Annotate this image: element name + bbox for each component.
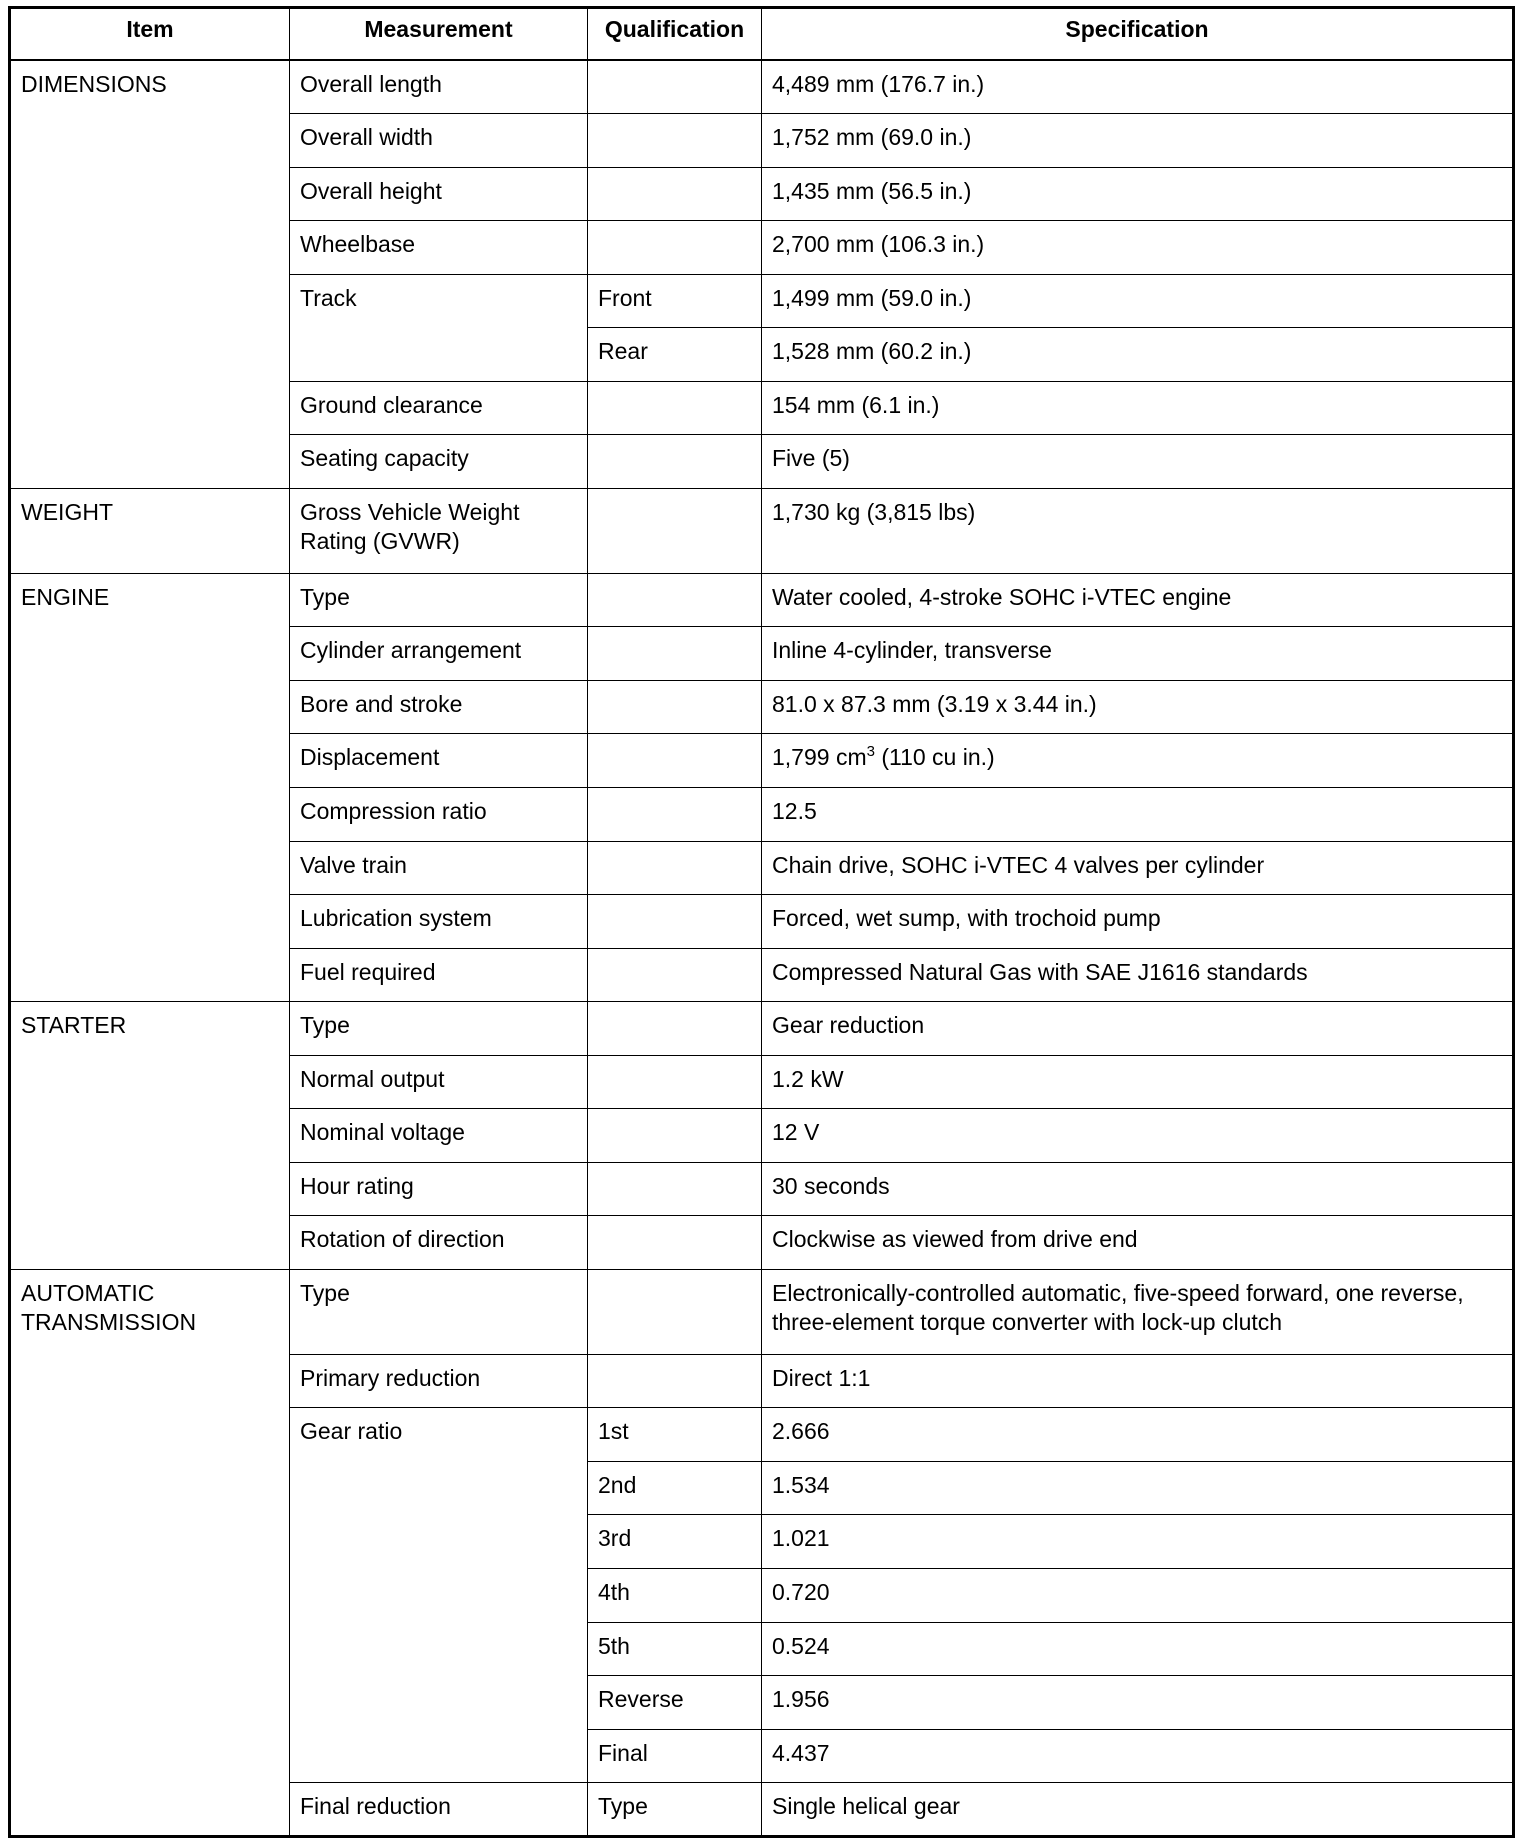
measurement-cell: Wheelbase: [290, 221, 588, 275]
specification-cell: 4,489 mm (176.7 in.): [762, 60, 1514, 114]
measurement-cell: Cylinder arrangement: [290, 627, 588, 681]
measurement-cell: Fuel required: [290, 948, 588, 1002]
qualification-cell: [588, 841, 762, 895]
header-specification: Specification: [762, 8, 1514, 61]
measurement-cell: Normal output: [290, 1055, 588, 1109]
specification-cell: 4.437: [762, 1729, 1514, 1783]
qualification-cell: [588, 627, 762, 681]
specification-cell: 12.5: [762, 787, 1514, 841]
measurement-cell: Rotation of direction: [290, 1216, 588, 1270]
specification-cell: 2,700 mm (106.3 in.): [762, 221, 1514, 275]
specification-cell: 154 mm (6.1 in.): [762, 381, 1514, 435]
specification-cell: [762, 734, 1514, 788]
measurement-cell: Track: [290, 274, 588, 381]
qualification-cell: Rear: [588, 328, 762, 382]
specification-cell: 1,528 mm (60.2 in.): [762, 328, 1514, 382]
measurement-cell: Final reduction: [290, 1783, 588, 1837]
section-engine: ENGINE: [10, 573, 290, 1001]
measurement-cell: Bore and stroke: [290, 680, 588, 734]
measurement-cell: Primary reduction: [290, 1354, 588, 1408]
qualification-cell: [588, 734, 762, 788]
qualification-cell: Type: [588, 1783, 762, 1837]
table-row: [10, 1269, 1514, 1354]
measurement-cell: Type: [290, 1002, 588, 1056]
table-row: [10, 60, 1514, 114]
specification-cell: 1.534: [762, 1461, 1514, 1515]
qualification-cell: 2nd: [588, 1461, 762, 1515]
specification-cell: Gear reduction: [762, 1002, 1514, 1056]
qualification-cell: 4th: [588, 1568, 762, 1622]
qualification-cell: [588, 1216, 762, 1270]
specification-cell: 1.021: [762, 1515, 1514, 1569]
specification-cell: Clockwise as viewed from drive end: [762, 1216, 1514, 1270]
specification-cell: 1.2 kW: [762, 1055, 1514, 1109]
specification-cell: 1,730 kg (3,815 lbs): [762, 488, 1514, 573]
table-row: [10, 573, 1514, 627]
qualification-cell: [588, 948, 762, 1002]
specification-cell: 0.524: [762, 1622, 1514, 1676]
table-row: [10, 1002, 1514, 1056]
qualification-cell: [588, 1269, 762, 1354]
qualification-cell: 1st: [588, 1408, 762, 1462]
qualification-cell: 3rd: [588, 1515, 762, 1569]
displacement-suffix: (110 cu in.): [874, 744, 995, 771]
specification-cell: Water cooled, 4-stroke SOHC i-VTEC engine: [762, 573, 1514, 627]
specification-cell: Electronically-controlled automatic, five-speed forward, one reverse, three-element torque converter with lock-up clutch: [762, 1269, 1514, 1354]
section-dimensions: DIMENSIONS: [10, 60, 290, 488]
measurement-cell: Gear ratio: [290, 1408, 588, 1783]
specification-cell: Compressed Natural Gas with SAE J1616 standards: [762, 948, 1514, 1002]
header-measurement: Measurement: [290, 8, 588, 61]
specification-cell: 0.720: [762, 1568, 1514, 1622]
qualification-cell: [588, 573, 762, 627]
table-row: [10, 488, 1514, 573]
specification-cell: 30 seconds: [762, 1162, 1514, 1216]
section-weight: WEIGHT: [10, 488, 290, 573]
specification-cell: Single helical gear: [762, 1783, 1514, 1837]
specifications-table: [8, 6, 1515, 1838]
qualification-cell: [588, 1354, 762, 1408]
qualification-cell: [588, 1109, 762, 1163]
measurement-cell: Type: [290, 573, 588, 627]
measurement-cell: Overall height: [290, 167, 588, 221]
measurement-cell: Gross Vehicle Weight Rating (GVWR): [290, 488, 588, 573]
qualification-cell: [588, 221, 762, 275]
specification-cell: 81.0 x 87.3 mm (3.19 x 3.44 in.): [762, 680, 1514, 734]
displacement-value: 1,799 cm: [772, 744, 867, 771]
specification-cell: 1.956: [762, 1676, 1514, 1730]
section-starter: STARTER: [10, 1002, 290, 1270]
header-qualification: Qualification: [588, 8, 762, 61]
measurement-cell: Valve train: [290, 841, 588, 895]
specification-cell: Forced, wet sump, with trochoid pump: [762, 895, 1514, 949]
qualification-cell: Reverse: [588, 1676, 762, 1730]
qualification-cell: [588, 1055, 762, 1109]
section-automatic-transmission: AUTOMATIC TRANSMISSION: [10, 1269, 290, 1836]
qualification-cell: [588, 895, 762, 949]
qualification-cell: [588, 114, 762, 168]
qualification-cell: [588, 381, 762, 435]
qualification-cell: [588, 488, 762, 573]
qualification-cell: [588, 787, 762, 841]
specification-cell: Direct 1:1: [762, 1354, 1514, 1408]
header-row: [10, 8, 1514, 61]
qualification-cell: Final: [588, 1729, 762, 1783]
qualification-cell: Front: [588, 274, 762, 328]
measurement-cell: Type: [290, 1269, 588, 1354]
header-item: Item: [10, 8, 290, 61]
measurement-cell: Nominal voltage: [290, 1109, 588, 1163]
qualification-cell: [588, 167, 762, 221]
specification-cell: 2.666: [762, 1408, 1514, 1462]
qualification-cell: [588, 1002, 762, 1056]
specification-cell: Inline 4-cylinder, transverse: [762, 627, 1514, 681]
specification-cell: 1,435 mm (56.5 in.): [762, 167, 1514, 221]
specification-cell: 12 V: [762, 1109, 1514, 1163]
measurement-cell: Compression ratio: [290, 787, 588, 841]
specification-cell: 1,752 mm (69.0 in.): [762, 114, 1514, 168]
specification-cell: 1,499 mm (59.0 in.): [762, 274, 1514, 328]
qualification-cell: 5th: [588, 1622, 762, 1676]
measurement-cell: Ground clearance: [290, 381, 588, 435]
specification-cell: Chain drive, SOHC i-VTEC 4 valves per cylinder: [762, 841, 1514, 895]
measurement-cell: Hour rating: [290, 1162, 588, 1216]
measurement-cell: Overall width: [290, 114, 588, 168]
measurement-cell: Displacement: [290, 734, 588, 788]
measurement-cell: Seating capacity: [290, 435, 588, 489]
qualification-cell: [588, 60, 762, 114]
specification-cell: Five (5): [762, 435, 1514, 489]
displacement-superscript: 3: [866, 743, 875, 761]
qualification-cell: [588, 1162, 762, 1216]
qualification-cell: [588, 680, 762, 734]
qualification-cell: [588, 435, 762, 489]
measurement-cell: Lubrication system: [290, 895, 588, 949]
measurement-cell: Overall length: [290, 60, 588, 114]
